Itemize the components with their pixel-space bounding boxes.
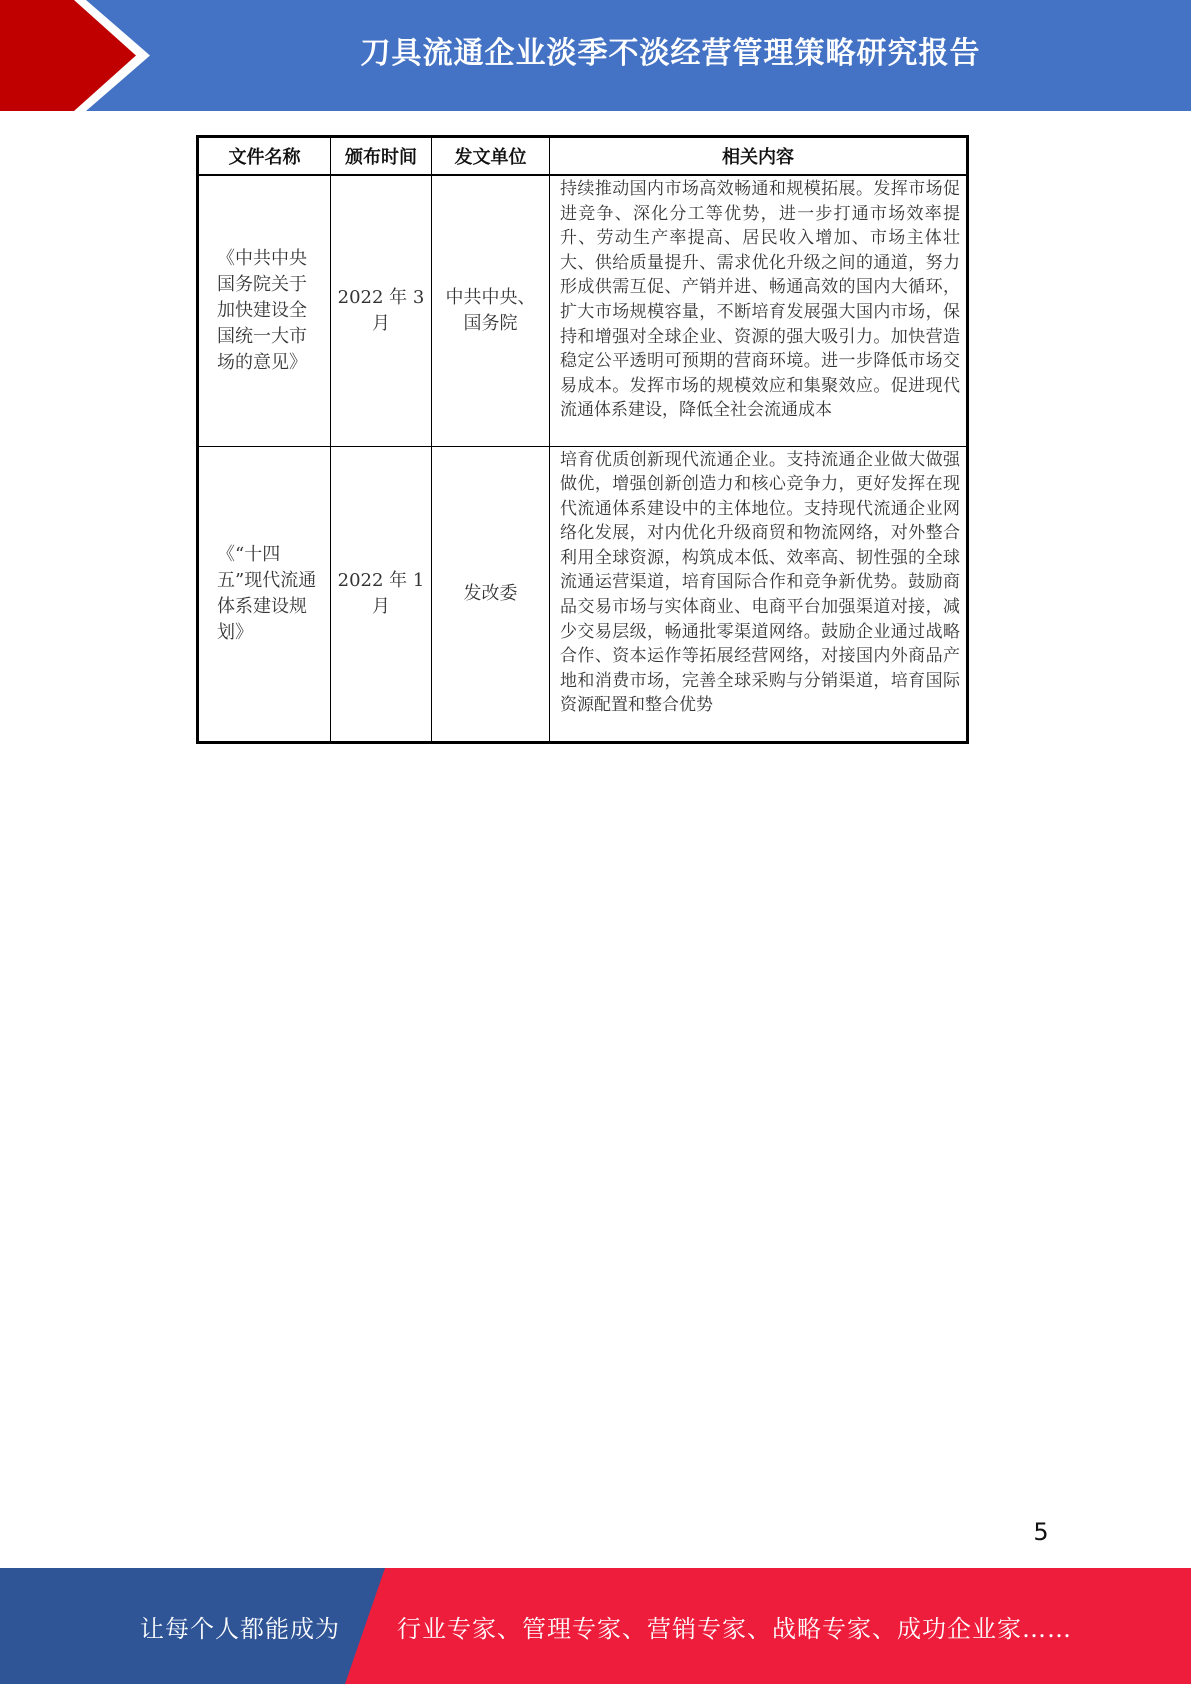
page-number: 5	[1033, 1518, 1049, 1546]
table-row	[198, 175, 968, 446]
cell-issue-date: 2022 年 1 月	[331, 446, 432, 742]
header-issuing-unit: 发文单位	[432, 137, 550, 176]
footer-slogan-left: 让每个人都能成为	[140, 1614, 340, 1643]
footer-slogan-right: 行业专家、管理专家、营销专家、战略专家、成功企业家……	[397, 1614, 1072, 1643]
table-row	[198, 446, 968, 742]
cell-related-content: 持续推动国内市场高效畅通和规模拓展。发挥市场促进竞争、深化分工等优势，进一步打通市场效率提升、劳动生产率提高、居民收入增加、市场主体壮大、供给质量提升、需求优化升级之间的通道，努力形成供需互促、产销并进、畅通高效的国内大循环，扩大市场规模容量，不断培育发展强大国内市场，保持和增强对全球企业、资源的强大吸引力。加快营造稳定公平透明可预期的营商环境。进一步降低市场交易成本。发挥市场的规模效应和集聚效应。促进现代流通体系建设，降低全社会流通成本	[550, 175, 968, 446]
cell-issue-date: 2022 年 3 月	[331, 175, 432, 446]
cell-issuing-unit: 发改委	[432, 446, 550, 742]
policy-table	[196, 135, 969, 744]
cell-related-content: 培育优质创新现代流通企业。支持流通企业做大做强做优，增强创新创造力和核心竞争力，更好发挥在现代流通体系建设中的主体地位。支持现代流通企业网络化发展，对内优化升级商贸和物流网络，对外整合利用全球资源，构筑成本低、效率高、韧性强的全球流通运营渠道，培育国际合作和竞争新优势。鼓励商品交易市场与实体商业、电商平台加强渠道对接，减少交易层级，畅通批零渠道网络。鼓励企业通过战略合作、资本运作等拓展经营网络，对接国内外商品产地和消费市场，完善全球采购与分销渠道，培育国际资源配置和整合优势	[550, 446, 968, 742]
cell-issuing-unit: 中共中央、国务院	[432, 175, 550, 446]
page-footer	[0, 1568, 1191, 1684]
page-header	[0, 0, 1191, 111]
cell-file-name: 《中共中央国务院关于加快建设全国统一大市场的意见》	[198, 175, 331, 446]
table-header-row	[198, 137, 968, 176]
header-file-name: 文件名称	[198, 137, 331, 176]
header-related-content: 相关内容	[550, 137, 968, 176]
header-issue-date: 颁布时间	[331, 137, 432, 176]
page-title: 刀具流通企业淡季不淡经营管理策略研究报告	[360, 36, 981, 71]
cell-file-name: 《“十四五”现代流通体系建设规划》	[198, 446, 331, 742]
